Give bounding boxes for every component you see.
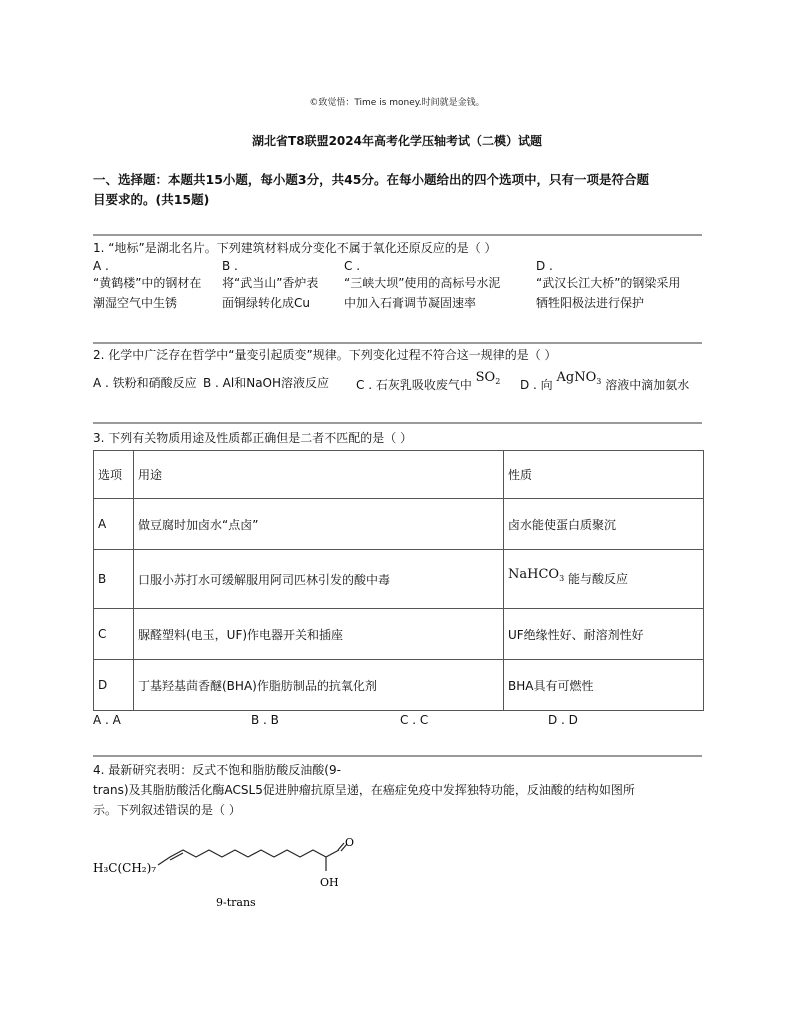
q2-option-c[interactable] [356,370,501,400]
section-instructions [93,170,703,210]
q3-option-d[interactable]: D . D [548,713,578,727]
chain-label: H₃C(CH₂)₇ [93,861,157,875]
row-a-option: A [94,499,134,550]
table-row [94,550,704,609]
table-row [94,499,704,550]
row-d-property: BHA具有可燃性 [504,660,704,711]
q1-option-a-label: A . [93,259,109,273]
oxygen-label: O [345,838,355,849]
q1-option-b-label: B . [222,259,238,273]
row-d-use: 丁基羟基茴香醚(BHA)作脂肪制品的抗氧化剂 [134,660,504,711]
table-header-option: 选项 [94,451,134,499]
page-title: 湖北省T8联盟2024年高考化学压轴考试（二模）试题 [252,134,542,148]
agno3-subscript: 3 [596,377,602,386]
question-1-stem: 1. “地标”是湖北名片。下列建筑材料成分变化不属于氧化还原反应的是（ ） [93,241,497,255]
q1-option-b-line2: 面铜绿转化成Cu [222,296,310,310]
row-b-option: B [94,550,134,609]
so2-subscript: 2 [495,377,501,386]
q1-option-d-line1: “武汉长江大桥”的钢梁采用 [536,276,681,290]
divider [93,342,702,344]
q2-option-d-tail: 溶液中滴加氨水 [605,378,690,392]
q3-option-c[interactable]: C . C [400,713,429,727]
row-a-property: 卤水能使蛋白质聚沉 [504,499,704,550]
q1-option-a[interactable] [93,259,218,313]
q1-option-a-line1: “黄鹤楼”中的钢材在 [93,276,202,290]
q1-option-b[interactable] [222,259,340,313]
row-a-use: 做豆腐时加卤水“点卤” [134,499,504,550]
row-b-property [504,550,704,609]
table-header-row [94,451,704,499]
q2-option-c-formula [476,370,501,385]
q1-option-c[interactable] [344,259,532,313]
q1-option-d-line2: 牺牲阳极法进行保护 [536,296,645,310]
question-2-stem: 2. 化学中广泛存在哲学中“量变引起质变”规律。下列变化过程不符合这一规律的是（ ） [93,348,557,362]
q1-option-a-line2: 潮湿空气中生锈 [93,296,178,310]
q2-option-d-formula [557,370,602,385]
q1-option-c-line1: “三峡大坝”使用的高标号水泥 [344,276,501,290]
q1-option-c-line2: 中加入石膏调节凝固速率 [344,296,477,310]
q1-option-c-label: C . [344,259,361,273]
question-4-line-3: 示。下列叙述错误的是（ ） [93,803,241,817]
row-b-property-text: 能与酸反应 [568,572,629,586]
q1-option-b-line1: 将“武当山”香炉表 [222,276,319,290]
agno3-formula: AgNO [556,370,597,385]
page-header: ©致觉悟：Time is money.时间就是金钱。 [309,98,485,108]
carbon-chain [158,850,326,865]
q1-option-d-label: D . [536,259,553,273]
q2-option-a[interactable]: A . 铁粉和硝酸反应 [93,376,197,390]
hydroxyl-label: OH [320,876,339,889]
divider [93,422,702,424]
q3-table [93,450,704,711]
table-row [94,660,704,711]
question-3-stem: 3. 下列有关物质用途及性质都正确但是二者不匹配的是（ ） [93,431,413,445]
row-c-property: UF绝缘性好、耐溶剂性好 [504,609,704,660]
structure-caption: 9-trans [216,896,256,909]
section-line-2: 目要求的。(共15题) [93,192,210,207]
table-header-property: 性质 [504,451,704,499]
q2-option-d[interactable] [520,370,690,400]
table-header-use: 用途 [134,451,504,499]
nahco3-subscript: 3 [559,574,565,583]
row-b-use: 口服小苏打水可缓解服用阿司匹林引发的酸中毒 [134,550,504,609]
table-row [94,609,704,660]
row-c-option: C [94,609,134,660]
section-line-1: 一、选择题：本题共15小题，每小题3分，共45分。在每小题给出的四个选项中，只有一项是符合题 [93,172,649,187]
q2-option-d-text: D . 向 [520,378,553,392]
row-c-use: 脲醛塑料(电玉，UF)作电器开关和插座 [134,609,504,660]
carbonyl-carbon-bond [326,850,339,857]
question-4-line-1: 4. 最新研究表明：反式不饱和脂肪酸反油酸(9- [93,763,341,777]
elaidic-acid-structure [88,838,368,913]
so2-formula: SO [475,370,496,385]
nahco3-text: NaHCO [508,567,560,582]
q2-option-c-text: C . 石灰乳吸收废气中 [356,378,472,392]
question-4-line-2: trans)及其脂肪酸活化酶ACSL5促进肿瘤抗原呈递，在癌症免疫中发挥独特功能，反油酸的结构如图所 [93,783,635,797]
divider [93,755,702,757]
divider [93,234,702,236]
q2-option-b[interactable]: B . Al和NaOH溶液反应 [203,376,330,390]
q3-option-b[interactable]: B . B [251,713,279,727]
q1-option-d[interactable] [536,259,704,313]
nahco3-formula [508,567,564,582]
row-d-option: D [94,660,134,711]
question-4-stem [93,760,705,820]
q3-option-a[interactable]: A . A [93,713,121,727]
